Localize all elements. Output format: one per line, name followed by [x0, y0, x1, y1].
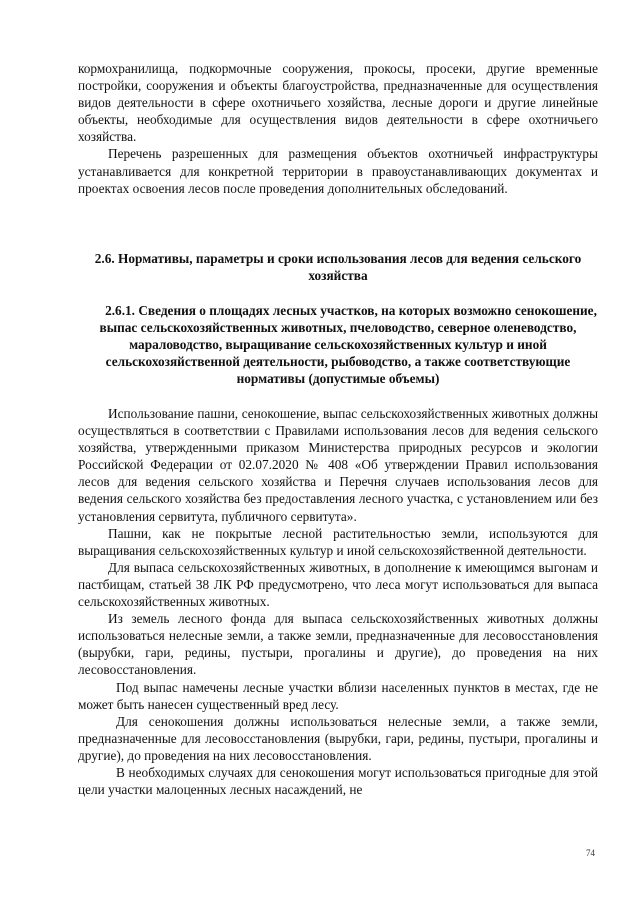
body-paragraph-5: Под выпас намечены лесные участки вблизи населенных пунктов в местах, где не может быть нанесен существенный вред лесу.: [78, 679, 598, 712]
body-paragraph-2: Пашни, как не покрытые лесной растительностью земли, используются для выращивания сельскохозяйственных культур и иной сельскохозяйственной деятельности.: [78, 525, 598, 558]
body-paragraph-1: Использование пашни, сенокошение, выпас сельскохозяйственных животных должны осуществляться в соответствии с Правилами использования лесов для ведения сельского хозяйства, утвержденными приказом Министерства природных ресурсов и экологии Российской Федерации от 02.07.2020 № 408 «Об утверждении Правил использования лесов для ведения сельского хозяйства и Перечня случаев использования лесов для ведения сельского хозяйства без предоставления лесного участка, с установлением или без установления сервитута, публичного сервитута».: [78, 406, 598, 524]
body-paragraph-4: Из земель лесного фонда для выпаса сельскохозяйственных животных должны использоваться нелесные земли, а также земли, предназначенные для лесовосстановления (вырубки, гари, редины, пустыри, прогалины и другие), до проведения на них лесовосстановления.: [78, 611, 598, 678]
intro-block: [78, 60, 598, 197]
intro-paragraph-1: кормохранилища, подкормочные сооружения, прокосы, просеки, другие временные постройки, сооружения и объекты благоустройства, предназначенные для осуществления видов деятельности в сфере охотничьего хозяйства, лесные дороги и другие линейные объекты, необходимые для осуществления видов деятельности в сфере охотничьего хозяйства.: [78, 61, 598, 145]
page-number: 74: [586, 848, 595, 858]
subsection-heading-block: [78, 302, 598, 387]
intro-paragraph-2: Перечень разрешенных для размещения объектов охотничьей инфраструктуры устанавливается для конкретной территории в правоустанавливающих документах и проектах освоения лесов после проведения дополнительных обследований.: [78, 146, 598, 196]
body-block: [78, 405, 598, 798]
subsection-heading: 2.6.1. Сведения о площадях лесных участков, на которых возможно сенокошение, выпас сельскохозяйственных животных, пчеловодство, северное оленеводство, мараловодство, выращивание сельскохозяйственных культур и иной сельскохозяйственной деятельности, рыбоводство, а также соответствующие нормативы (допустимые объемы): [99, 303, 597, 387]
body-paragraph-7: В необходимых случаях для сенокошения могут использоваться пригодные для этой цели участки малоценных лесных насаждений, не: [78, 764, 598, 798]
section-heading-block: [78, 250, 598, 284]
section-heading: 2.6. Нормативы, параметры и сроки использования лесов для ведения сельского хозяйства: [94, 251, 582, 284]
body-paragraph-3: Для выпаса сельскохозяйственных животных, в дополнение к имеющимся выгонам и пастбищам, статьей 38 ЛК РФ предусмотрено, что леса могут использоваться для выпаса сельскохозяйственных животных.: [78, 559, 598, 610]
body-paragraph-6: Для сенокошения должны использоваться нелесные земли, а также земли, предназначенные для лесовосстановления (вырубки, гари, редины, пустыри, прогалины и другие), до проведения на них лесовосстановления.: [78, 713, 598, 763]
